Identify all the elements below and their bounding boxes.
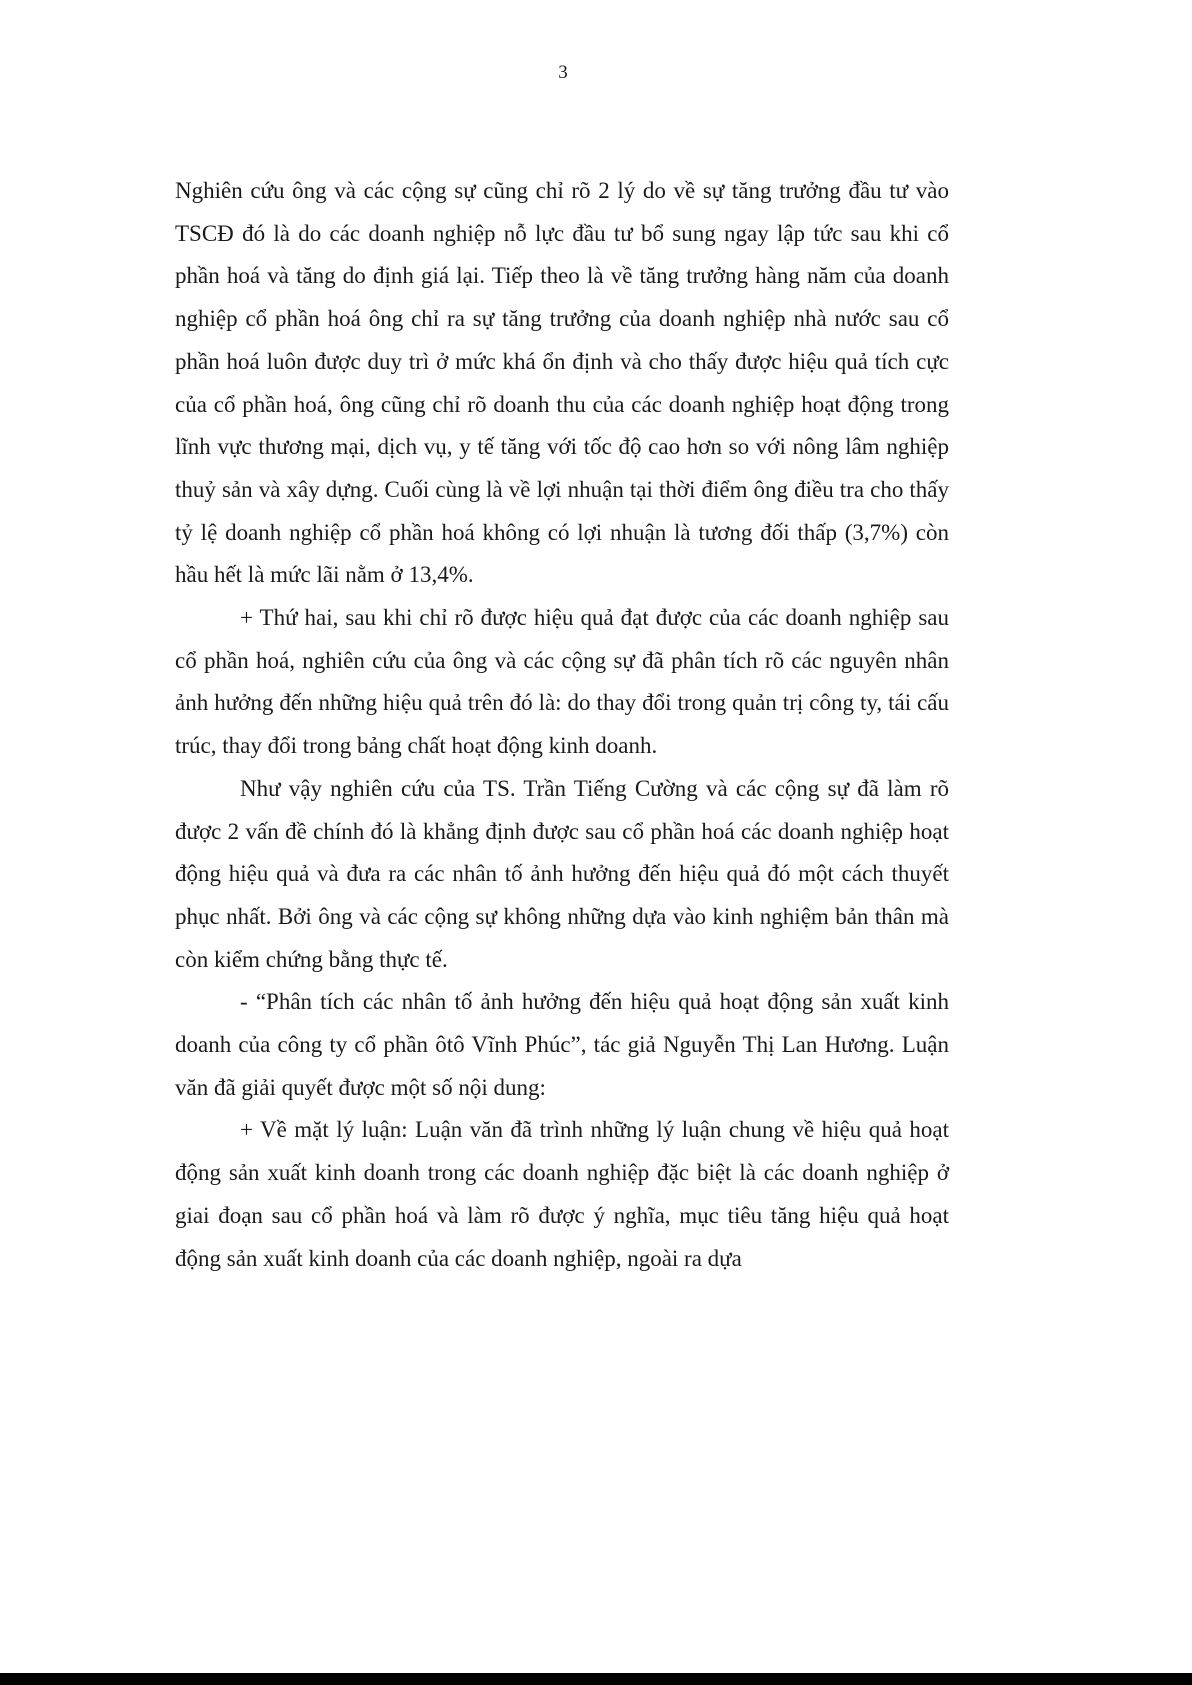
- bottom-border: [0, 1673, 1192, 1685]
- paragraph-second-point: + Thứ hai, sau khi chỉ rõ được hiệu quả đạt được của các doanh nghiệp sau cổ phần hoá, nghiên cứu của ông và các cộng sự đã phân tích rõ các nguyên nhân ảnh hưởng đến những hiệu quả trên đó là: do thay đổi trong quản trị công ty, tái cấu trúc, thay đổi trong bảng chất hoạt động kinh doanh.: [175, 605, 949, 759]
- paragraph-thesis-reference: - “Phân tích các nhân tố ảnh hưởng đến hiệu quả hoạt động sản xuất kinh doanh của công ty cổ phần ôtô Vĩnh Phúc”, tác giả Nguyễn Thị Lan Hương. Luận văn đã giải quyết được một số nội dung:: [175, 989, 949, 1100]
- page-number: 3: [558, 62, 568, 83]
- paragraph-conclusion: Như vậy nghiên cứu của TS. Trần Tiếng Cường và các cộng sự đã làm rõ được 2 vấn đề chính đó là khẳng định được sau cổ phần hoá các doanh nghiệp hoạt động hiệu quả và đưa ra các nhân tố ảnh hưởng đến hiệu quả đó một cách thuyết phục nhất. Bởi ông và các cộng sự không những dựa vào kinh nghiệm bản thân mà còn kiểm chứng bằng thực tế.: [175, 775, 949, 972]
- document-body: [175, 170, 949, 1280]
- paragraph-research-findings: Nghiên cứu ông và các cộng sự cũng chỉ rõ 2 lý do về sự tăng trưởng đầu tư vào TSCĐ đó là do các doanh nghiệp nỗ lực đầu tư bổ sung ngay lập tức sau khi cổ phần hoá và tăng do định giá lại. Tiếp theo là về tăng trưởng hàng năm của doanh nghiệp cổ phần hoá ông chỉ ra sự tăng trưởng của doanh nghiệp nhà nước sau cổ phần hoá luôn được duy trì ở mức khá ổn định và cho thấy được hiệu quả tích cực của cổ phần hoá, ông cũng chỉ rõ doanh thu của các doanh nghiệp hoạt động trong lĩnh vực thương mại, dịch vụ, y tế tăng với tốc độ cao hơn so với nông lâm nghiệp thuỷ sản và xây dựng. Cuối cùng là về lợi nhuận tại thời điểm ông điều tra cho thấy tỷ lệ doanh nghiệp cổ phần hoá không có lợi nhuận là tương đối thấp (3,7%) còn hầu hết là mức lãi nằm ở 13,4%.: [175, 178, 949, 588]
- paragraph-theory: + Về mặt lý luận: Luận văn đã trình những lý luận chung về hiệu quả hoạt động sản xuất kinh doanh trong các doanh nghiệp đặc biệt là các doanh nghiệp ở giai đoạn sau cổ phần hoá và làm rõ được ý nghĩa, mục tiêu tăng hiệu quả hoạt động sản xuất kinh doanh của các doanh nghiệp, ngoài ra dựa: [175, 1117, 949, 1271]
